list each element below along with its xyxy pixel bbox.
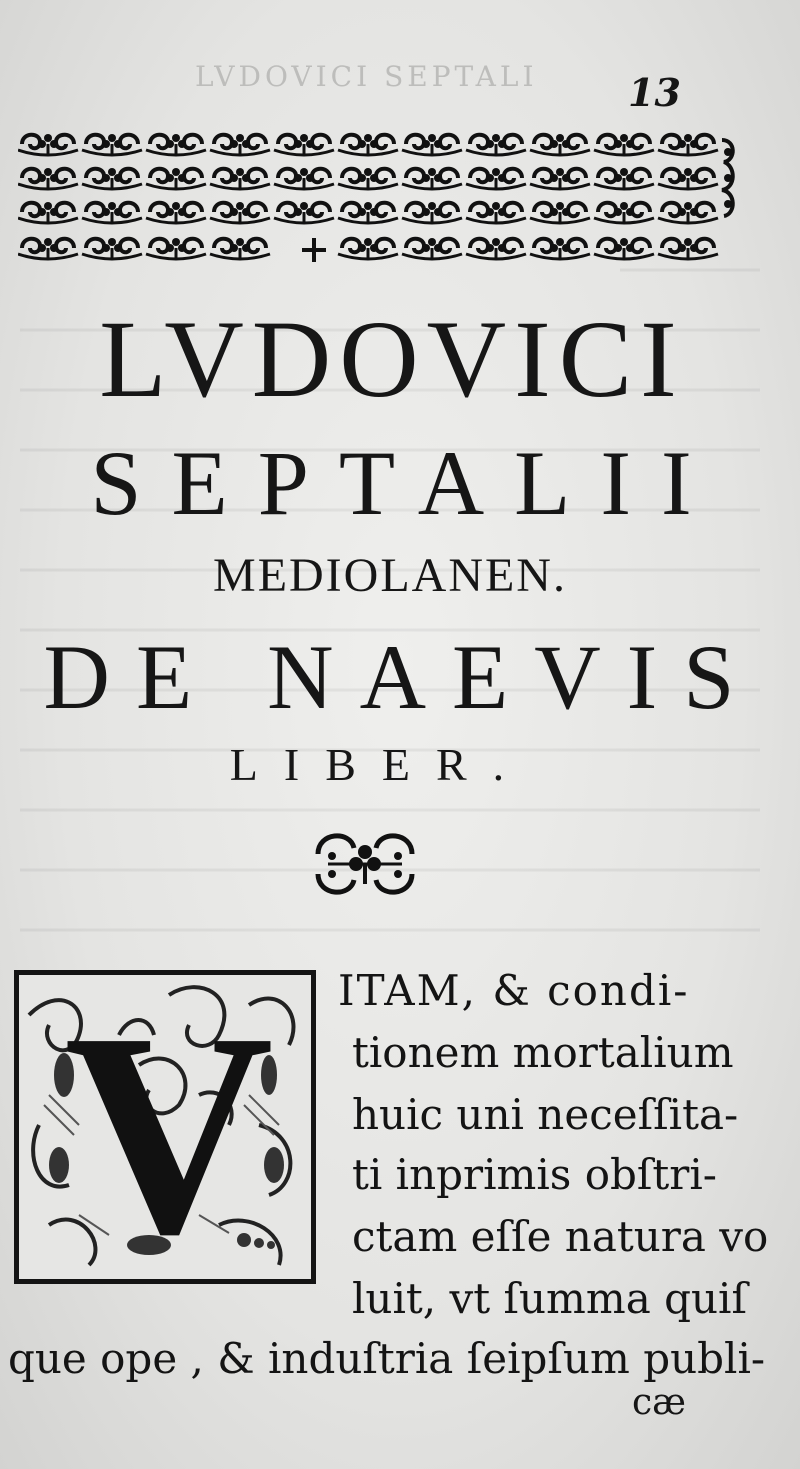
body-line: ctam eſſe natura vo xyxy=(352,1212,769,1261)
running-head-show-through: LVDOVICI SEPTALI xyxy=(195,60,538,93)
body-line: luit, vt ſumma quiſ xyxy=(352,1274,748,1323)
body-line: ITAM, & condi- xyxy=(338,966,690,1015)
title-author-surname: SEPTALII xyxy=(90,432,722,534)
page-number: 13 xyxy=(628,70,681,115)
title-subject: DE NAEVIS xyxy=(43,626,761,728)
title-author-origin: MEDIOLANEN. xyxy=(213,549,567,602)
title-liber: LIBER. xyxy=(229,739,531,790)
headpiece-ornament xyxy=(18,126,738,274)
catchword: cæ xyxy=(632,1382,686,1423)
initial-letter: V xyxy=(64,973,274,1294)
decorated-initial xyxy=(14,970,316,1294)
body-line: tionem mortalium xyxy=(352,1028,734,1077)
fleuron-drawing xyxy=(310,824,420,904)
title-author-name: LVDOVICI xyxy=(99,298,685,420)
body-line: ti inprimis obſtri- xyxy=(352,1150,717,1199)
body-line: huic uni neceſſita- xyxy=(352,1090,739,1139)
body-line: que ope , & induſtria ſeipſum publi- xyxy=(8,1334,766,1383)
fleuron-ornament xyxy=(310,824,420,904)
headpiece-ornament-drawing xyxy=(18,126,738,274)
